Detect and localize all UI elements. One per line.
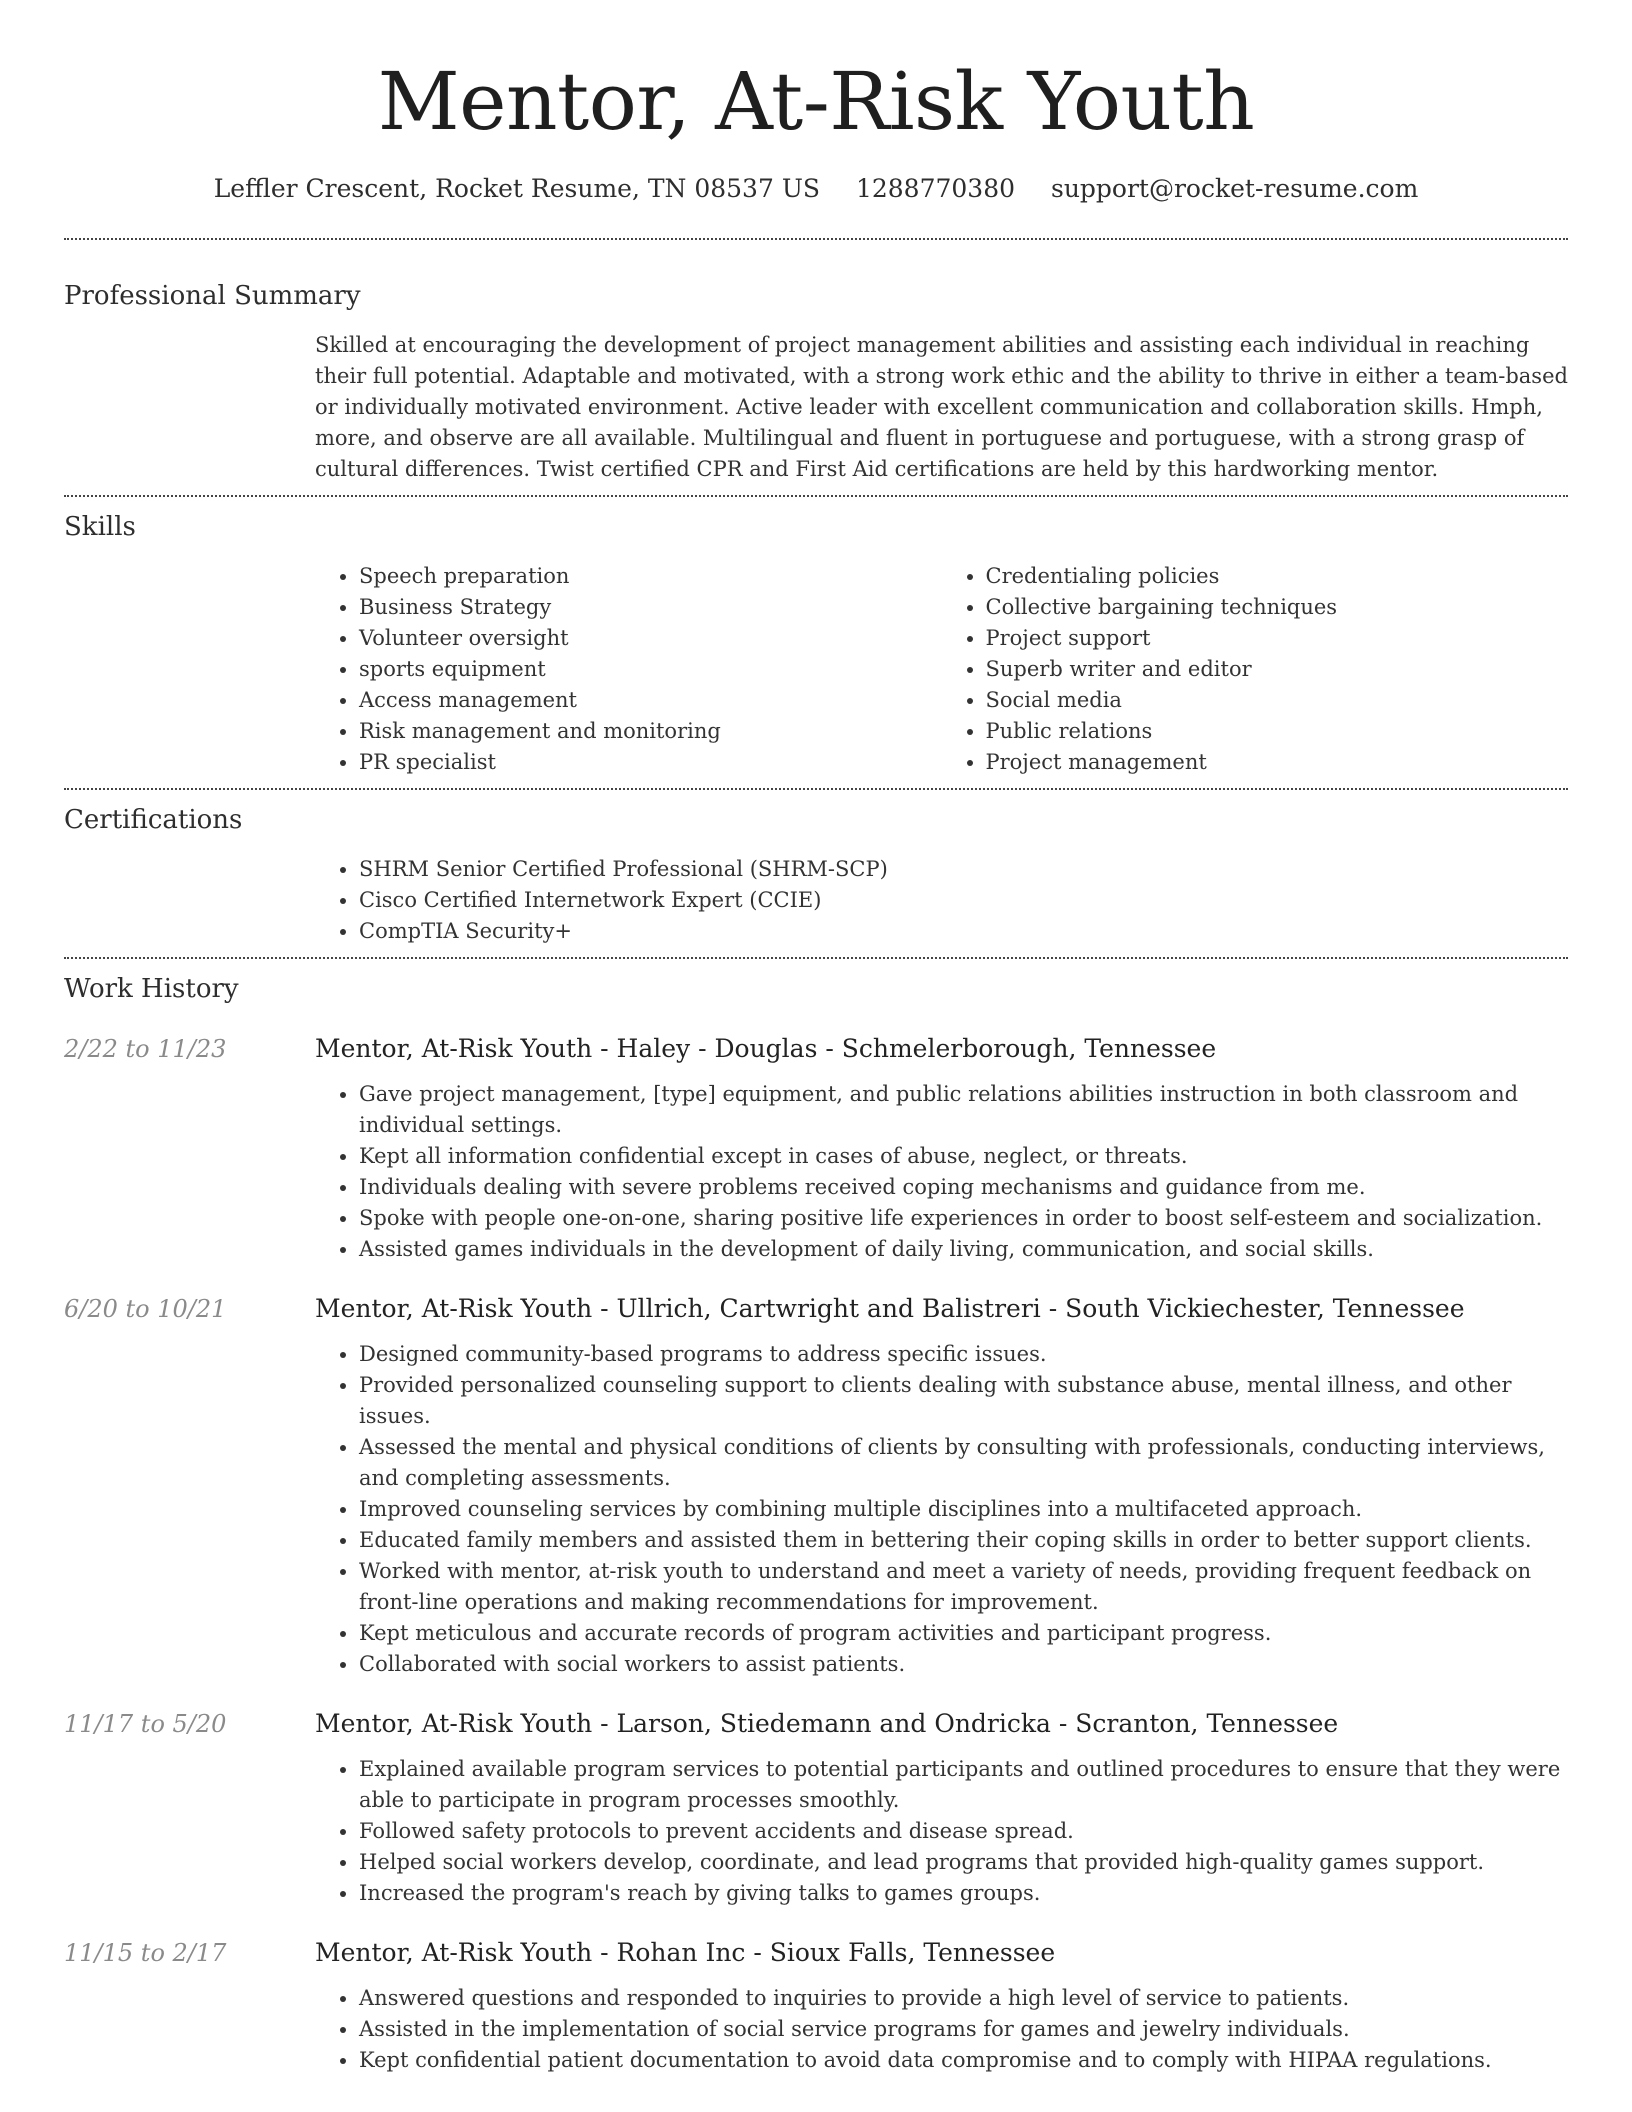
job-bullet: • Assessed the mental and physical conditions of clients by consulting with professionals, conducting interviews, and completing assessments. (359, 1432, 1568, 1494)
certifications-body (315, 854, 1568, 947)
summary-section (64, 240, 1568, 495)
job-bullet: • Designed community-based programs to address specific issues. (359, 1339, 1568, 1370)
job-title: Mentor, At-Risk Youth - Larson, Stiedemann and Ondricka - Scranton, Tennessee (315, 1709, 1339, 1738)
certification-item: • SHRM Senior Certified Professional (SHRM-SCP) (359, 854, 1568, 885)
skill-item: • sports equipment (359, 654, 942, 685)
job-dates: 11/15 to 2/17 (64, 1939, 227, 1967)
contact-phone: 1288770380 (855, 174, 1016, 203)
job-bullets (315, 1079, 1568, 1265)
job-bullet: • Kept confidential patient documentation to avoid data compromise and to comply with HIPAA regulations. (359, 2045, 1568, 2076)
job-bullet: • Assisted in the implementation of social service programs for games and jewelry individuals. (359, 2014, 1568, 2045)
job-bullets (315, 1983, 1568, 2076)
skills-title: Skills (64, 512, 136, 542)
certifications-title: Certifications (64, 805, 243, 835)
skill-item: • Speech preparation (359, 561, 942, 592)
skill-item: • Superb writer and editor (986, 654, 1569, 685)
job-bullet: • Explained available program services to potential participants and outlined procedures to ensure that they were able to participate in program processes smoothly. (359, 1754, 1568, 1816)
skill-item: • Risk management and monitoring (359, 716, 942, 747)
skill-item: • Collective bargaining techniques (986, 592, 1569, 623)
job-bullet: • Provided personalized counseling support to clients dealing with substance abuse, mental illness, and other issues. (359, 1370, 1568, 1432)
candidate-name: Mentor, At-Risk Youth (377, 55, 1255, 148)
resume-header (64, 0, 1568, 206)
job-bullet: • Followed safety protocols to prevent accidents and disease spread. (359, 1816, 1568, 1847)
job-bullet: • Assisted games individuals in the development of daily living, communication, and social skills. (359, 1234, 1568, 1265)
job-dates: 11/17 to 5/20 (64, 1710, 227, 1738)
job-title: Mentor, At-Risk Youth - Rohan Inc - Sioux Falls, Tennessee (315, 1938, 1056, 1967)
summary-text: Skilled at encouraging the development of project management abilities and assisting each individual in reaching their full potential. Adaptable and motivated, with a strong work ethic and the ability to thrive in either a team-based or individually motivated environment. Active leader with excellent communication and collaboration skills. Hmph, more, and observe are all available. Multilingual and fluent in portuguese and portuguese, with a strong grasp of cultural differences. Twist certified CPR and First Aid certifications are held by this hardworking mentor. (315, 333, 1568, 481)
job-bullet: • Gave project management, [type] equipment, and public relations abilities instruction in both classroom and individual settings. (359, 1079, 1568, 1141)
skill-item: • Volunteer oversight (359, 623, 942, 654)
job-bullet: • Kept meticulous and accurate records of program activities and participant progress. (359, 1618, 1568, 1649)
skills-list-right (942, 561, 1569, 778)
contact-address: Leffler Crescent, Rocket Resume, TN 08537 US (213, 174, 821, 203)
job-dates: 2/22 to 11/23 (64, 1035, 227, 1063)
skill-item: • Credentialing policies (986, 561, 1569, 592)
job-bullet: • Worked with mentor, at-risk youth to understand and meet a variety of needs, providing frequent feedback on front-line operations and making recommendations for improvement. (359, 1556, 1568, 1618)
skill-item: • Project support (986, 623, 1569, 654)
job-title: Mentor, At-Risk Youth - Ullrich, Cartwright and Balistreri - South Vickiechester, Tennessee (315, 1294, 1465, 1323)
skills-list-left (315, 561, 942, 778)
skill-item: • Public relations (986, 716, 1569, 747)
job-bullet: • Spoke with people one-on-one, sharing positive life experiences in order to boost self-esteem and socialization. (359, 1203, 1568, 1234)
job-bullet: • Answered questions and responded to inquiries to provide a high level of service to patients. (359, 1983, 1568, 2014)
certification-item: • CompTIA Security+ (359, 916, 1568, 947)
job-bullet: • Kept all information confidential except in cases of abuse, neglect, or threats. (359, 1141, 1568, 1172)
skills-section (64, 497, 1568, 788)
job-dates: 6/20 to 10/21 (64, 1295, 227, 1323)
jobs-container (64, 1031, 1568, 2076)
contact-email: support@rocket-resume.com (1050, 174, 1419, 203)
skills-grid (315, 561, 1568, 778)
job-bullet: • Collaborated with social workers to assist patients. (359, 1649, 1568, 1680)
certification-item: • Cisco Certified Internetwork Expert (CCIE) (359, 885, 1568, 916)
summary-title: Professional Summary (64, 281, 361, 311)
work-history-section (64, 959, 1568, 2086)
job-entry (64, 1706, 1568, 1909)
job-entry (64, 1031, 1568, 1265)
job-title: Mentor, At-Risk Youth - Haley - Douglas - Schmelerborough, Tennessee (315, 1034, 1217, 1063)
job-entry (64, 1291, 1568, 1680)
skill-item: • PR specialist (359, 747, 942, 778)
skill-item: • Project management (986, 747, 1569, 778)
job-bullet: • Helped social workers develop, coordinate, and lead programs that provided high-quality games support. (359, 1847, 1568, 1878)
contact-line (64, 172, 1568, 206)
job-bullet: • Increased the program's reach by giving talks to games groups. (359, 1878, 1568, 1909)
certifications-section (64, 790, 1568, 957)
job-entry (64, 1935, 1568, 2076)
job-bullets (315, 1339, 1568, 1680)
job-bullet: • Improved counseling services by combining multiple disciplines into a multifaceted approach. (359, 1494, 1568, 1525)
skill-item: • Access management (359, 685, 942, 716)
certifications-list (315, 854, 1568, 947)
job-bullet: • Educated family members and assisted them in bettering their coping skills in order to better support clients. (359, 1525, 1568, 1556)
job-bullets (315, 1754, 1568, 1909)
skill-item: • Business Strategy (359, 592, 942, 623)
work-history-title: Work History (64, 974, 239, 1004)
skill-item: • Social media (986, 685, 1569, 716)
job-bullet: • Individuals dealing with severe problems received coping mechanisms and guidance from me. (359, 1172, 1568, 1203)
